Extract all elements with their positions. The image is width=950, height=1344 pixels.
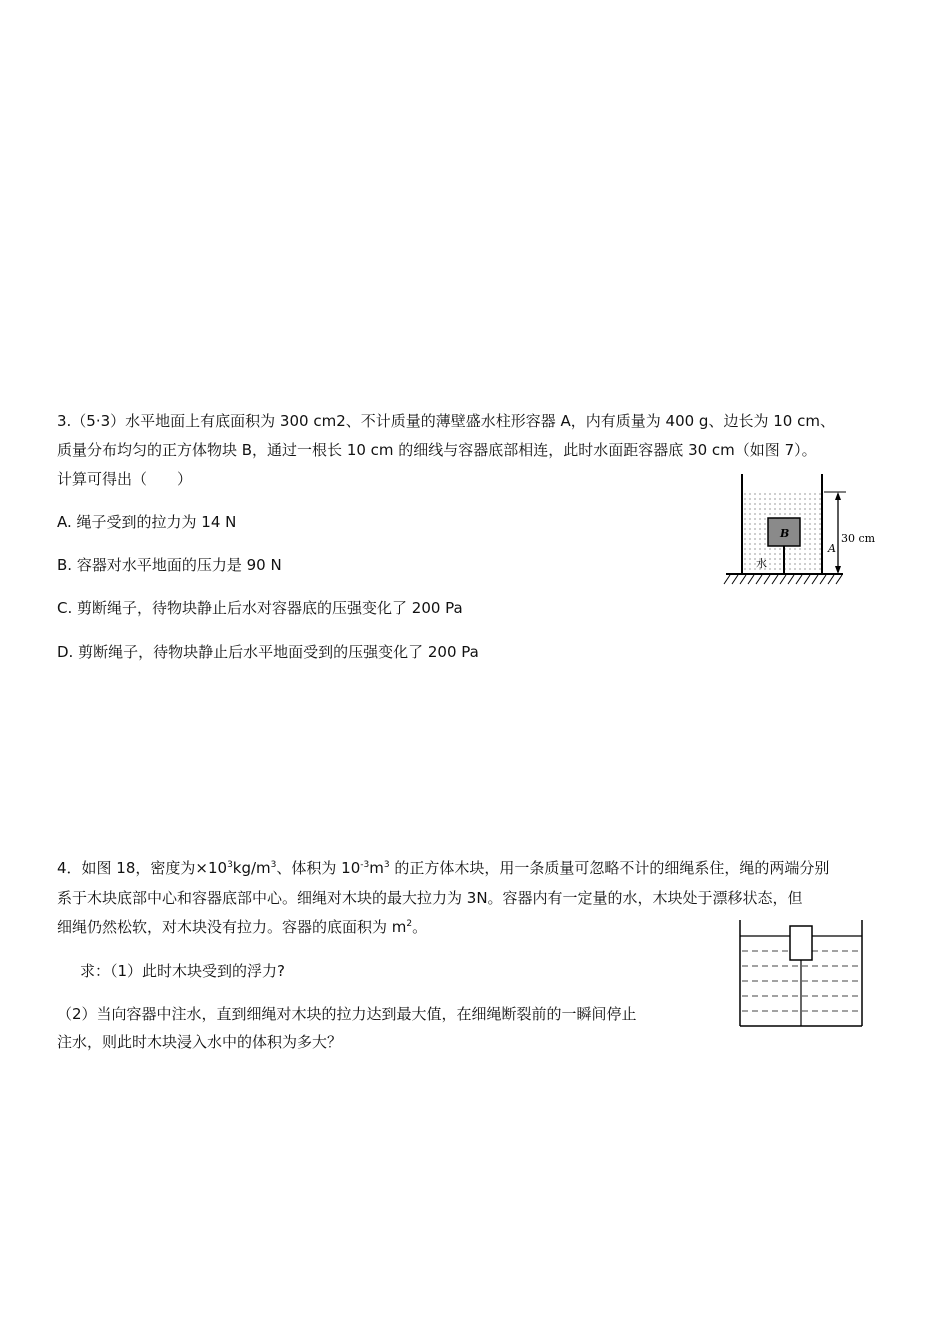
q4-line-3-part-b: 。 [412,918,428,936]
dimension-arrow-head-bottom [835,566,841,574]
q4-ask-1: 求：（1）此时木块受到的浮力? [80,962,286,980]
q4-line-1-part-c: 、体积为 10 [276,859,361,877]
q4-line-1-part-d: m [369,859,384,877]
q4-sub2-line-1: （2）当向容器中注水，直到细绳对木块的拉力达到最大值，在细绳断裂前的一瞬间停止 [57,1005,637,1023]
wood-block [790,926,812,960]
q4-sup-exponent-1: 3 [227,860,233,870]
q4-line-1-part-e: 的正方体木块，用一条质量可忽略不计的细绳系住，绳的两端分别 [389,859,830,877]
block-b-label: B [780,527,790,540]
q4-sub2-line-2: 注水，则此时木块浸入水中的体积为多大？ [57,1033,343,1051]
q3-option-d: D. 剪断绳子，待物块静止后水平地面受到的压强变化了 200 Pa [57,643,479,661]
q3-line-3: 计算可得出（ ） [57,470,193,488]
q3-line-2: 质量分布均匀的正方体物块 B，通过一根长 10 cm 的细线与容器底部相连，此时水面距容器底 30 cm（如图 7）。 [57,441,817,459]
ground-hatching [724,575,842,584]
height-label: 30 cm [841,532,876,545]
q4-sup-area-exponent: 2 [406,919,413,929]
water-label: 水 [756,557,767,570]
q4-sup-exponent-3: -3 [360,860,370,870]
q4-line-1-part-a: 4．如图 18，密度为×10 [57,859,228,877]
q4-sup-exponent-4: 3 [383,860,390,870]
q3-option-c: C. 剪断绳子，待物块静止后水对容器底的压强变化了 200 Pa [57,599,463,617]
container-a-label: A [828,542,836,555]
q3-line-1: 3.（5·3）水平地面上有底面积为 300 cm2、不计质量的薄壁盛水柱形容器 A，内有质量为 400 g、边长为 10 cm、 [57,412,835,430]
q4-figure-container-diagram [737,918,867,1030]
q4-line-3-part-a: 细绳仍然松软，对木块没有拉力。容器的底面积为 m [57,918,407,936]
q4-sup-exponent-2: 3 [270,860,277,870]
q4-line-1 [57,858,829,878]
q3-figure-container-diagram [718,472,878,592]
q4-line-1-part-b: kg/m [232,859,271,877]
q4-line-2: 系于木块底部中心和容器底部中心。细绳对木块的最大拉力为 3N。容器内有一定量的水，木块处于漂移状态，但 [57,889,803,907]
q4-line-3 [57,917,427,937]
q3-option-a: A. 绳子受到的拉力为 14 N [57,513,237,531]
dimension-arrow-head-top [835,492,841,500]
q3-option-b: B. 容器对水平地面的压力是 90 N [57,556,282,574]
